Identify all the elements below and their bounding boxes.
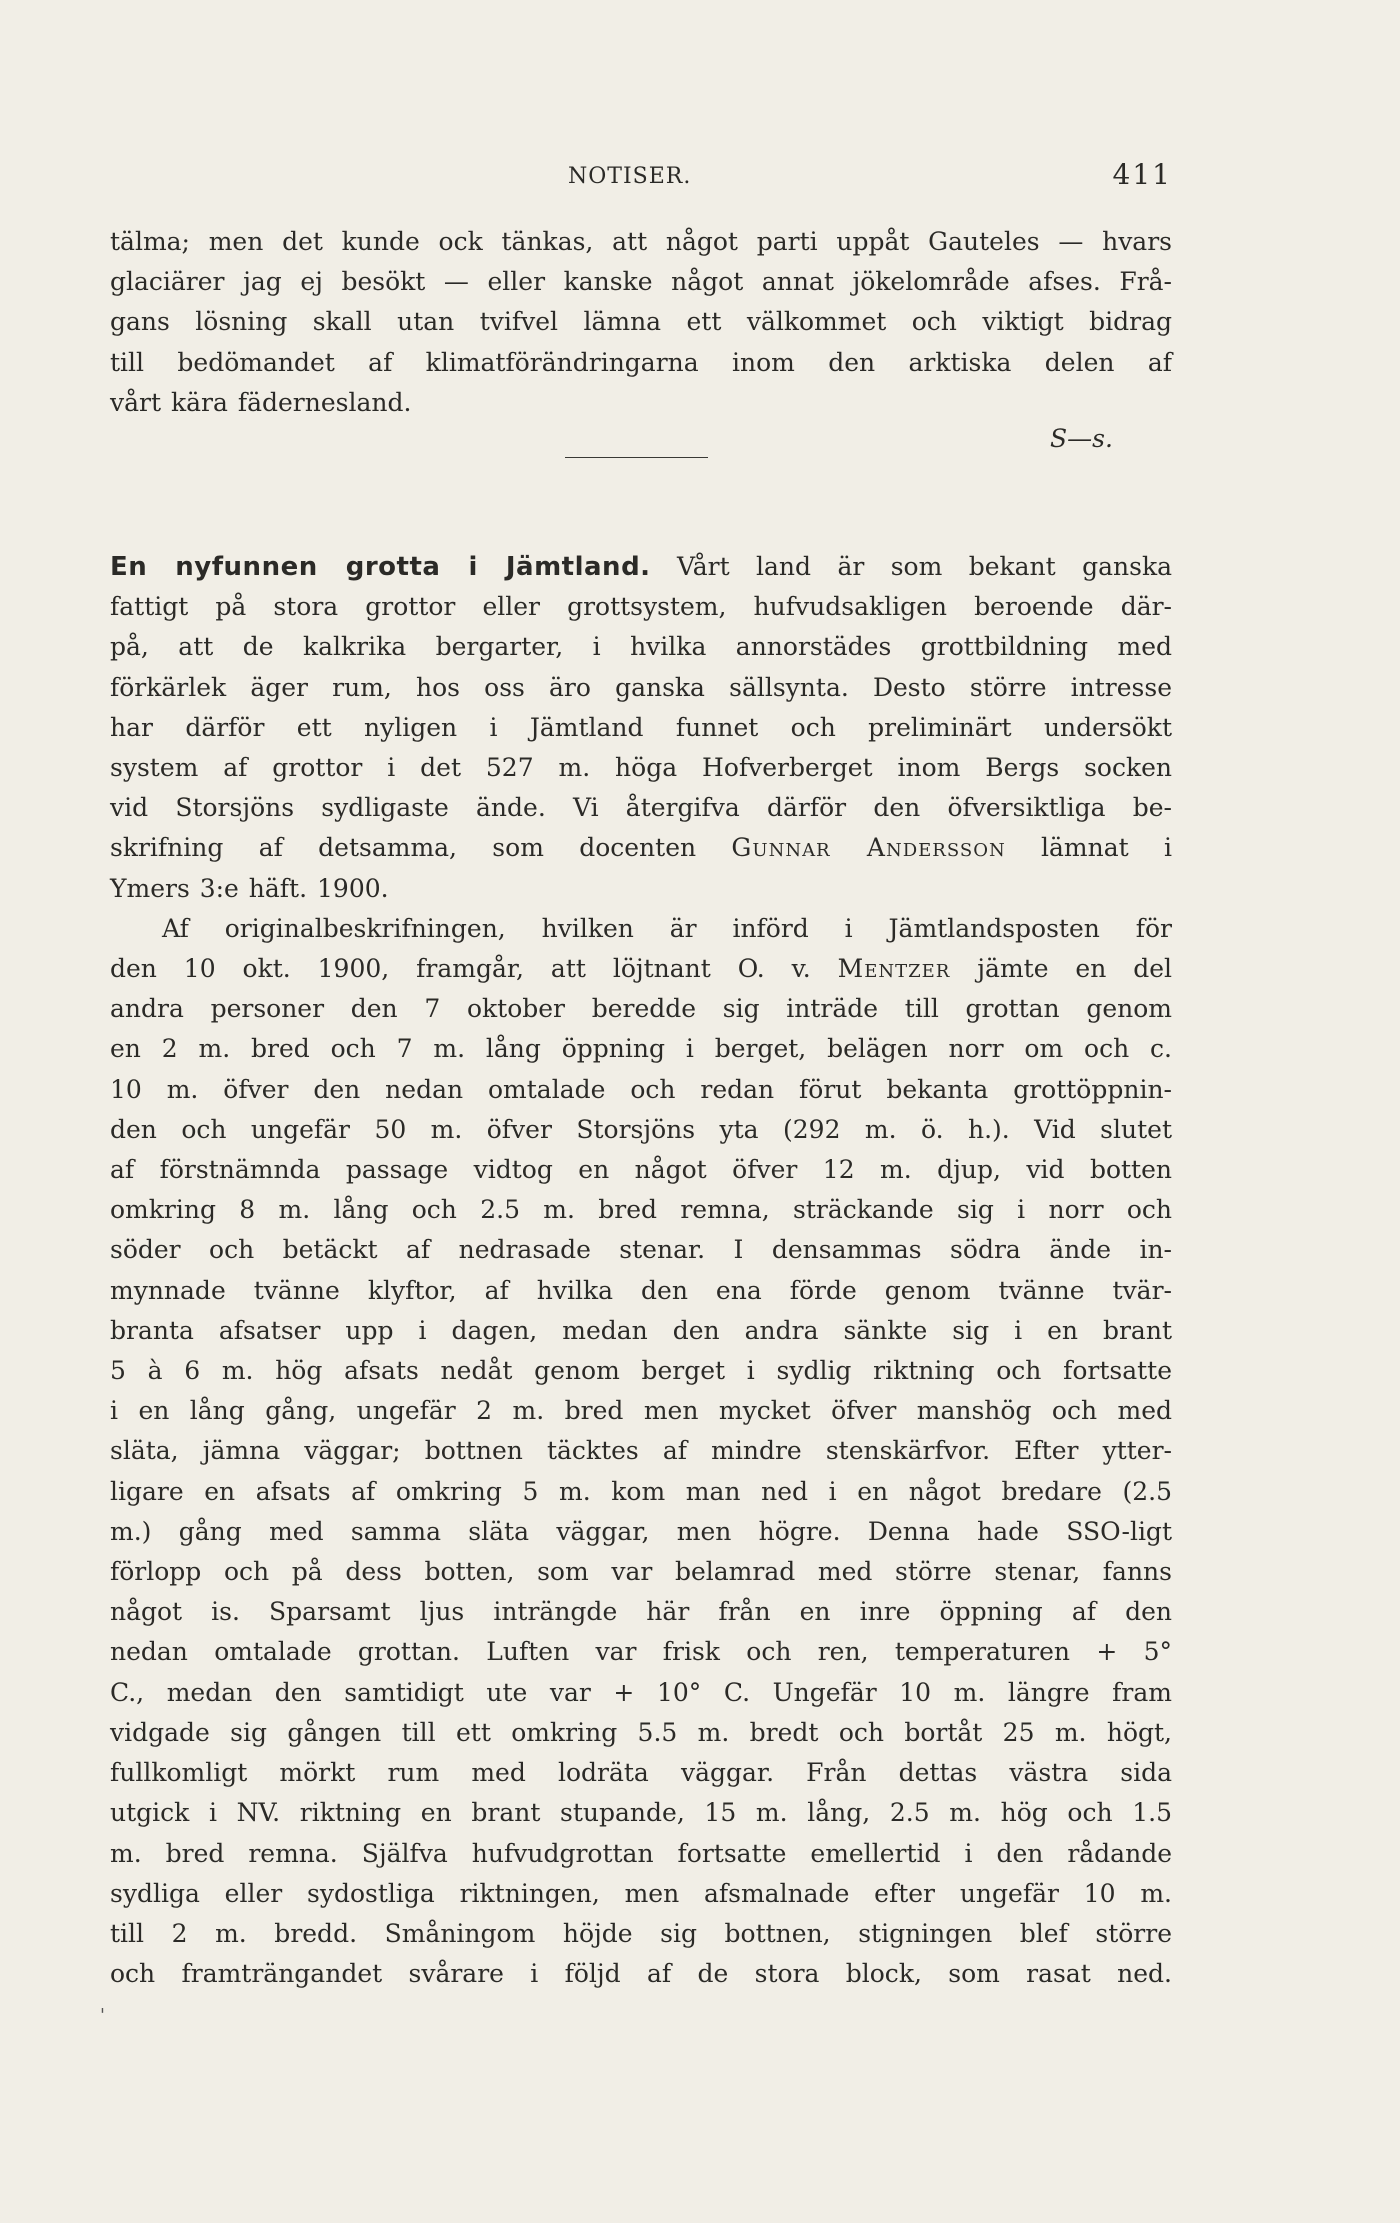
preceding-article-end — [110, 222, 1172, 423]
text-line: söder och betäckt af nedrasade stenar. I densammas södra ände in- — [110, 1235, 1172, 1265]
author-signature: S—s. — [1050, 424, 1113, 453]
text-line: nedan omtalade grottan. Luften var frisk och ren, temperaturen + 5° — [110, 1637, 1172, 1667]
officer-name: Mentzer — [837, 954, 951, 984]
text-line: sydliga eller sydostliga riktningen, men afsmalnade efter ungefär 10 m. — [110, 1878, 1172, 1908]
text-line: släta, jämna väggar; bottnen täcktes af mindre stenskärfvor. Efter ytter- — [110, 1436, 1172, 1466]
text-line: ligare en afsats af omkring 5 m. kom man ned i en något bredare (2.5 — [110, 1476, 1172, 1506]
text-line: C., medan den samtidigt ute var + 10° C. Ungefär 10 m. längre fram — [110, 1677, 1172, 1707]
article-first-line — [110, 547, 1172, 587]
text-line — [110, 949, 1172, 989]
stray-mark: ' — [100, 2005, 105, 2026]
text-line: glaciärer jag ej besökt — eller kanske något annat jökelområde afses. Frå- — [110, 267, 1172, 297]
text-line: och framträngandet svårare i följd af de stora block, som rasat ned. — [110, 1959, 1172, 1989]
text-line: utgick i NV. riktning en brant stupande, 15 m. lång, 2.5 m. hög och 1.5 — [110, 1798, 1172, 1828]
page-number: 411 — [1112, 158, 1172, 191]
text-line: andra personer den 7 oktober beredde sig inträde till grottan genom — [110, 994, 1172, 1024]
page-header — [110, 158, 1172, 198]
author-name: Gunnar Andersson — [731, 833, 1006, 863]
text-line: mynnade tvänne klyftor, af hvilka den ena förde genom tvänne tvär- — [110, 1275, 1172, 1305]
text-fragment: skrifning af detsamma, som docenten — [110, 833, 697, 863]
text-line: 10 m. öfver den nedan omtalade och redan förut bekanta grottöppnin- — [110, 1074, 1172, 1104]
text-line: vidgade sig gången till ett omkring 5.5 m. bredt och bortåt 25 m. högt, — [110, 1717, 1172, 1747]
text-line: vid Storsjöns sydligaste ände. Vi återgifva därför den öfversiktliga be- — [110, 793, 1172, 823]
text-line: den och ungefär 50 m. öfver Storsjöns yta (292 m. ö. h.). Vid slutet — [110, 1114, 1172, 1144]
text-line: m.) gång med samma släta väggar, men högre. Denna hade SSO-ligt — [110, 1516, 1172, 1546]
section-divider — [565, 457, 708, 458]
article — [110, 547, 1172, 1994]
text-fragment: Vårt land är som bekant ganska — [676, 552, 1172, 581]
text-line: något is. Sparsamt ljus inträngde här från en inre öppning af den — [110, 1597, 1172, 1627]
text-fragment: lämnat i — [1041, 833, 1172, 863]
text-line: förkärlek äger rum, hos oss äro ganska sällsynta. Desto större intresse — [110, 672, 1172, 702]
text-line: vårt kära fädernesland. — [110, 387, 412, 417]
text-line: på, att de kalkrika bergarter, i hvilka annorstädes grottbildning med — [110, 632, 1172, 662]
text-line: fullkomligt mörkt rum med lodräta väggar. Från dettas västra sida — [110, 1758, 1172, 1788]
text-line — [110, 828, 1172, 868]
article-title: En nyfunnen grotta i Jämtland. — [110, 552, 651, 582]
text-line: omkring 8 m. lång och 2.5 m. bred remna, sträckande sig i norr och — [110, 1195, 1172, 1225]
text-line: fattigt på stora grottor eller grottsystem, hufvudsakligen beroende där- — [110, 592, 1172, 622]
text-line: af förstnämnda passage vidtog en något öfver 12 m. djup, vid botten — [110, 1155, 1172, 1185]
text-line: till bedömandet af klimatförändringarna inom den arktiska delen af — [110, 347, 1172, 377]
running-head: NOTISER. — [568, 164, 692, 189]
text-line: 5 à 6 m. hög afsats nedåt genom berget i sydlig riktning och fortsatte — [110, 1356, 1172, 1386]
text-line: m. bred remna. Själfva hufvudgrottan fortsatte emellertid i den rådande — [110, 1838, 1172, 1868]
text-line: Ymers 3:e häft. 1900. — [110, 873, 389, 903]
text-line: förlopp och på dess botten, som var belamrad med större stenar, fanns — [110, 1557, 1172, 1587]
text-line: system af grottor i det 527 m. höga Hofverberget inom Bergs socken — [110, 753, 1172, 783]
text-line: i en lång gång, ungefär 2 m. bred men mycket öfver manshög och med — [110, 1396, 1172, 1426]
text-line: tälma; men det kunde ock tänkas, att något parti uppåt Gauteles — hvars — [110, 227, 1172, 256]
text-fragment: den 10 okt. 1900, framgår, att löjtnant O. v. — [110, 954, 811, 984]
text-line: Af originalbeskrifningen, hvilken är införd i Jämtlandsposten för — [162, 913, 1172, 943]
text-line: till 2 m. bredd. Småningom höjde sig bottnen, stigningen blef större — [110, 1918, 1172, 1948]
text-line: har därför ett nyligen i Jämtland funnet och preliminärt undersökt — [110, 712, 1172, 742]
text-fragment: jämte en del — [977, 954, 1173, 984]
text-line: branta afsatser upp i dagen, medan den andra sänkte sig i en brant — [110, 1315, 1172, 1345]
text-line: en 2 m. bred och 7 m. lång öppning i berget, belägen norr om och c. — [110, 1034, 1172, 1064]
text-line: gans lösning skall utan tvifvel lämna ett välkommet och viktigt bidrag — [110, 307, 1172, 337]
